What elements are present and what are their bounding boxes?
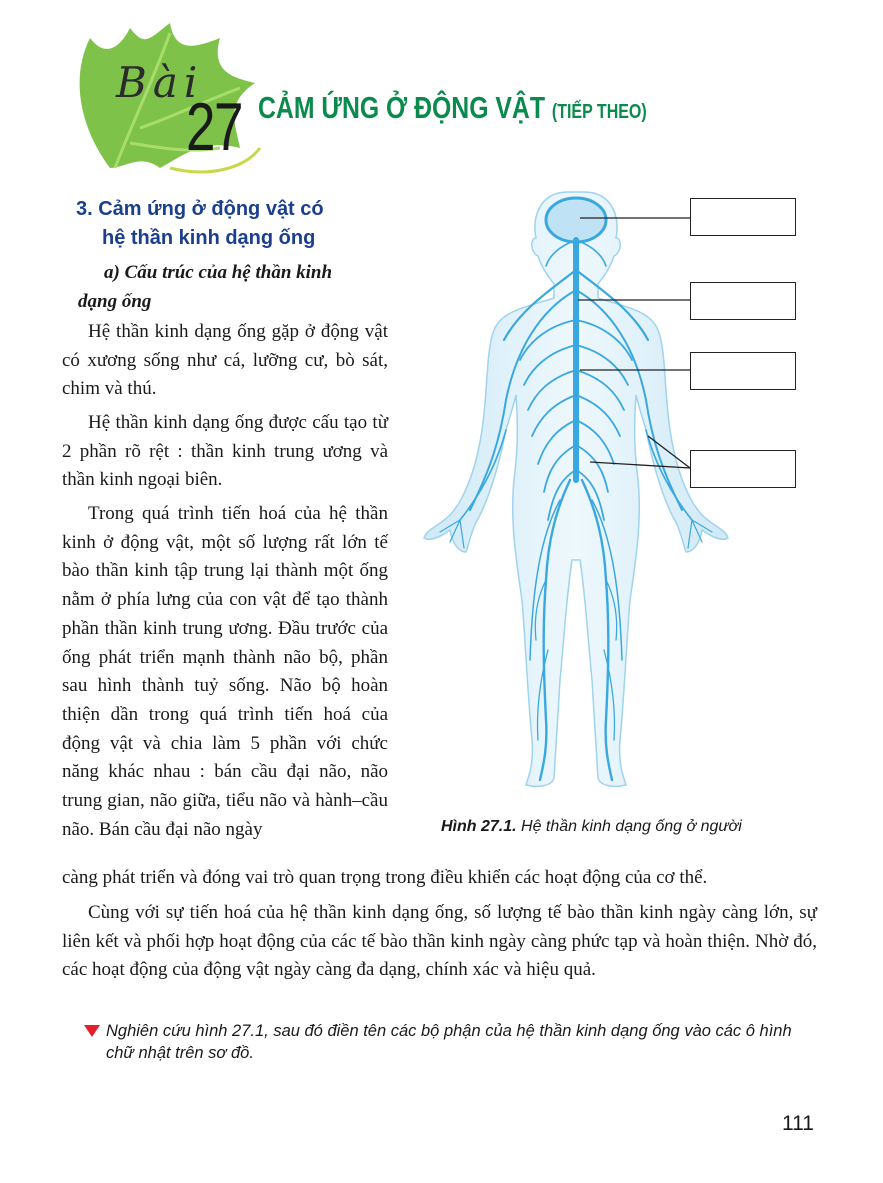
answer-box-4[interactable] xyxy=(690,450,796,488)
answer-box-2[interactable] xyxy=(690,282,796,320)
subsection-heading-line2: dạng ống xyxy=(78,291,152,312)
figure-caption-label: Hình 27.1. xyxy=(441,818,517,835)
paragraph-1 xyxy=(62,318,388,404)
section-heading-line1: 3. Cảm ứng ở động vật có xyxy=(76,198,324,220)
triangle-marker-icon xyxy=(84,1025,100,1037)
answer-box-1[interactable] xyxy=(690,198,796,236)
section-heading xyxy=(76,195,406,253)
paragraph-2 xyxy=(62,409,388,495)
page-number: 111 xyxy=(782,1112,814,1135)
lesson-label: Bài xyxy=(116,58,204,107)
subsection-heading-line1: a) Cấu trúc của hệ thần kinh xyxy=(104,262,333,283)
lesson-number: 27 xyxy=(186,89,242,165)
lesson-title xyxy=(258,90,647,126)
paragraph-3-continued-text: càng phát triển và đóng vai trò quan trọng trong điều khiển các hoạt động của cơ thể. xyxy=(62,867,708,888)
paragraph-1-text: Hệ thần kinh dạng ống gặp ở động vật có xương sống như cá, lưỡng cư, bò sát, chim và thú. xyxy=(62,321,388,400)
paragraph-4-text: Cùng với sự tiến hoá của hệ thần kinh dạng ống, số lượng tế bào thần kinh ngày càng lớn, sự liên kết và phối hợp hoạt động của các tế bào thần kinh ngày càng phức tạp và hoàn thiện. Nhờ đó, các hoạt động của động vật ngày càng đa dạng, chính xác và hiệu quả. xyxy=(62,902,817,981)
section-heading-line2: hệ thần kinh dạng ống xyxy=(102,227,316,249)
paragraph-4 xyxy=(62,899,817,985)
paragraph-2-text: Hệ thần kinh dạng ống được cấu tạo từ 2 phần rõ rệt : thần kinh trung ương và thần kinh ngoại biên. xyxy=(62,412,388,491)
figure-caption-text: Hệ thần kinh dạng ống ở người xyxy=(521,818,742,835)
lesson-title-main: CẢM ỨNG Ở ĐỘNG VẬT xyxy=(258,90,545,125)
subsection-heading xyxy=(78,258,396,316)
paragraph-3-text: Trong quá trình tiến hoá của hệ thần kinh ở động vật, một số lượng rất lớn tế bào thần kinh tập trung lại thành một ống nằm ở phía lưng của con vật để tạo thành phần thần kinh trung ương. Đầu trước của ống phát triển mạnh thành não bộ, phần sau hình thành tuỷ sống. Não bộ hoàn thiện dần trong quá trình tiến hoá của động vật và chia làm 5 phần với chức năng khác nhau : bán cầu đại não, não trung gian, não giữa, tiểu não và hành–cầu não. Bán cầu đại não ngày xyxy=(62,503,388,840)
task-text: Nghiên cứu hình 27.1, sau đó điền tên các bộ phận của hệ thần kinh dạng ống vào các ô hình chữ nhật trên sơ đồ. xyxy=(106,1022,792,1062)
paragraph-3-continued xyxy=(62,864,817,893)
task-instruction xyxy=(106,1020,816,1064)
figure-caption xyxy=(441,818,742,836)
nervous-system-figure xyxy=(420,180,810,800)
paragraph-3 xyxy=(62,500,388,844)
answer-box-3[interactable] xyxy=(690,352,796,390)
lesson-title-sub: (TIẾP THEO) xyxy=(551,101,647,123)
